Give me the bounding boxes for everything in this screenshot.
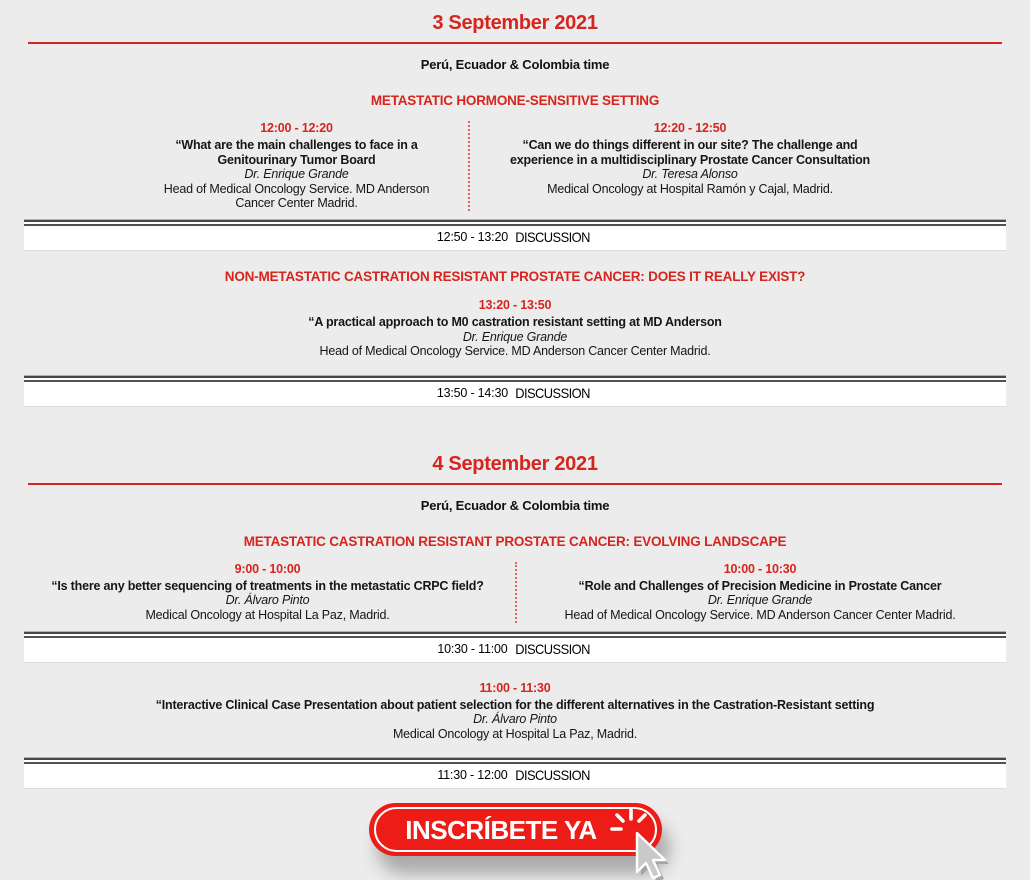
talk-speaker: Dr. Teresa Alonso	[642, 167, 738, 182]
session-header: METASTATIC HORMONE-SENSITIVE SETTING	[370, 93, 660, 108]
button-label: INSCRÍBETE YA	[405, 814, 597, 845]
talk-affiliation: Head of Medical Oncology Service. MD Anderson Cancer Center Madrid.	[319, 344, 711, 359]
day-title: 4 September 2021	[432, 452, 598, 475]
talk-speaker: Dr. Enrique Grande	[707, 593, 813, 608]
discussion-time: 12:50 - 13:20	[436, 229, 508, 244]
talk	[0, 298, 1030, 359]
talk-title: “Is there any better sequencing of treatments in the metastatic CRPC field?	[51, 578, 484, 593]
talk	[0, 121, 470, 211]
discussion-time: 11:30 - 12:00	[437, 768, 508, 783]
discussion-label	[24, 226, 1006, 251]
discussion-label	[24, 382, 1006, 407]
talk	[470, 121, 1030, 211]
inscribete-button[interactable]	[369, 803, 662, 856]
talk-time: 13:20 - 13:50	[478, 297, 552, 312]
talk-title: “A practical approach to M0 castration resistant setting at MD Anderson	[308, 314, 722, 329]
discussion-band	[24, 375, 1006, 407]
talk-speaker: Dr. Enrique Grande	[462, 329, 568, 344]
timezone-label: Perú, Ecuador & Colombia time	[420, 497, 610, 513]
day-block-1	[0, 12, 1030, 407]
discussion-time: 10:30 - 11:00	[437, 641, 508, 656]
talk-speaker: Dr. Álvaro Pinto	[473, 712, 557, 727]
day-title: 3 September 2021	[432, 12, 598, 34]
talk	[0, 562, 517, 623]
talk-title: “Interactive Clinical Case Presentation about patient selection for the different alternatives in the Castration-Resistant setting	[155, 697, 875, 712]
talk-title: “What are the main challenges to face in a Genitourinary Tumor Board	[175, 138, 418, 167]
talk-time: 11:00 - 11:30	[479, 680, 551, 695]
session-header: METASTATIC CASTRATION RESISTANT PROSTATE CANCER: EVOLVING LANDSCAPE	[243, 533, 787, 549]
talk-affiliation: Medical Oncology at Hospital La Paz, Madrid.	[392, 726, 638, 741]
talk-time: 9:00 - 10:00	[234, 561, 301, 576]
talk-time: 12:00 - 12:20	[260, 121, 333, 135]
discussion-band	[24, 631, 1006, 663]
talk-title: “Can we do things different in our site? The challenge and experience in a multidisciplinary Prostate Cancer Consultation	[510, 138, 870, 167]
cursor-click-icon	[610, 808, 676, 880]
talk-affiliation: Medical Oncology at Hospital Ramón y Cajal, Madrid.	[547, 181, 833, 196]
talk-columns	[0, 562, 1030, 623]
talk-time: 10:00 - 10:30	[723, 561, 797, 576]
day-block-2	[0, 453, 1030, 790]
timezone-label: Perú, Ecuador & Colombia time	[420, 57, 610, 72]
discussion-label	[24, 638, 1006, 663]
talk-affiliation: Head of Medical Oncology Service. MD Anderson Cancer Center Madrid.	[564, 607, 956, 622]
discussion-band	[24, 219, 1006, 251]
discussion-label	[24, 764, 1006, 789]
discussion-word: DISCUSSION	[514, 640, 590, 657]
talk-affiliation: Medical Oncology at Hospital La Paz, Madrid.	[145, 607, 390, 622]
talk-columns	[0, 121, 1030, 211]
day-title-rule	[28, 483, 1002, 485]
discussion-word: DISCUSSION	[515, 228, 590, 245]
talk-speaker: Dr. Enrique Grande	[244, 167, 349, 182]
discussion-time: 13:50 - 14:30	[436, 385, 508, 400]
discussion-word: DISCUSSION	[515, 384, 590, 401]
discussion-band	[24, 757, 1006, 789]
cta-row	[0, 803, 1030, 856]
talk-speaker: Dr. Álvaro Pinto	[225, 593, 310, 608]
session-header: NON-METASTATIC CASTRATION RESISTANT PROSTATE CANCER: DOES IT REALLY EXIST?	[224, 268, 806, 284]
day-title-rule	[28, 42, 1002, 44]
talk-time: 12:20 - 12:50	[653, 121, 727, 135]
talk-affiliation: Head of Medical Oncology Service. MD Anderson Cancer Center Madrid.	[163, 181, 430, 211]
talk	[517, 562, 1030, 623]
discussion-word: DISCUSSION	[514, 767, 590, 784]
talk	[0, 681, 1030, 742]
talk-title: “Role and Challenges of Precision Medicine in Prostate Cancer	[578, 578, 942, 593]
